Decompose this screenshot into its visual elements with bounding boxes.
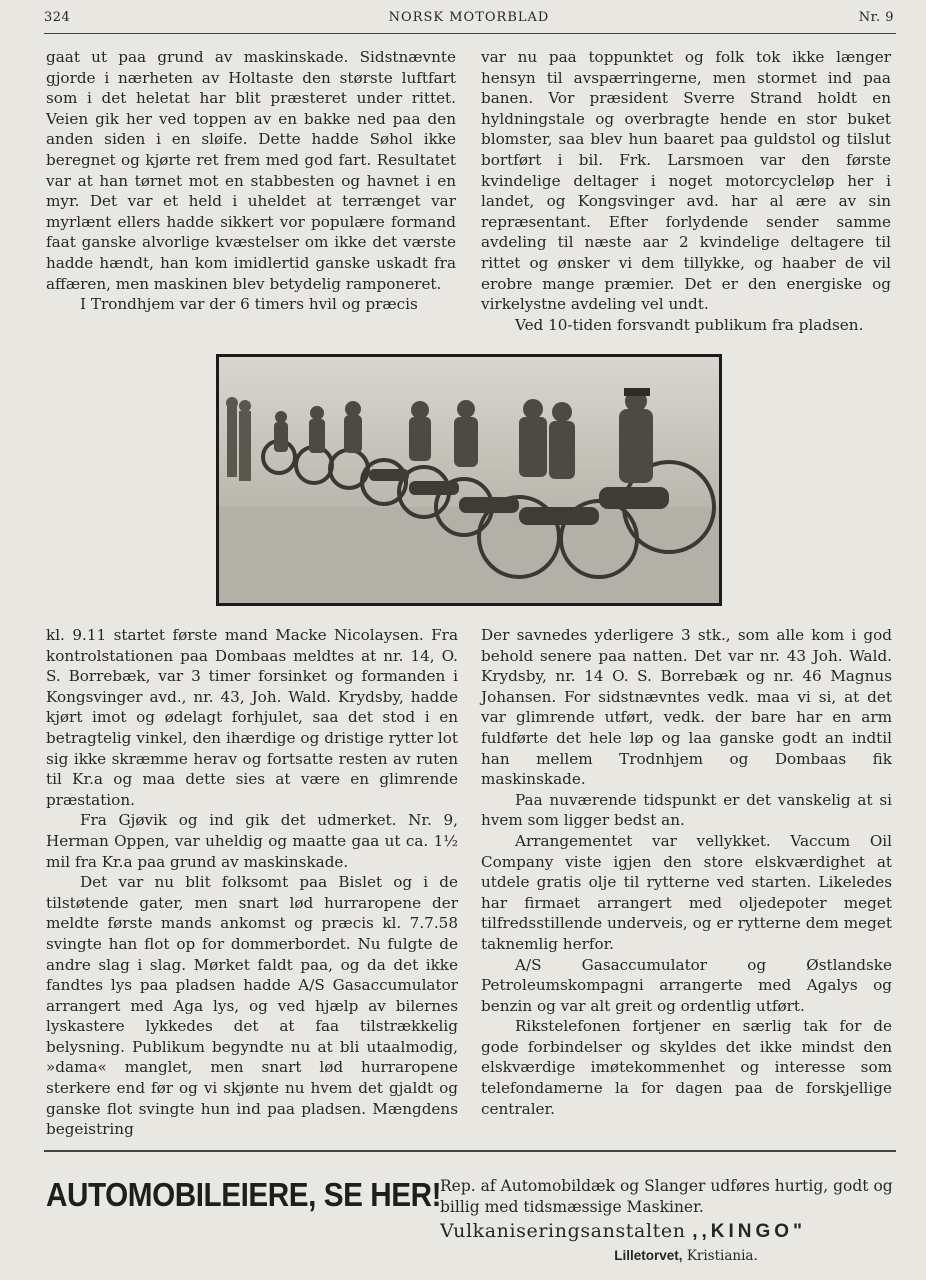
paragraph: A/S Gasaccumulator og Østlandske Petroleumskompagni arrangerte med Agalys og benzin og var alt greit og ordentlig utført.: [481, 955, 892, 1015]
issue-number: Nr. 9: [858, 10, 894, 25]
paragraph: Rikstelefonen fortjener en særlig tak for de gode forbindelser og skyldes det ikke mindst den elskværdige imøtekommenhet og interesse som telefondamerne la for dagen paa de forskjellige centraler.: [481, 1017, 892, 1118]
paragraph: Der savnedes yderligere 3 stk., som alle kom i god behold senere paa natten. Det var nr. 43 Joh. Wald. Krydsby, nr. 14 O. S. Borrebæk og nr. 46 Magnus Johansen. For sidstnævntes vedk. maa vi si, at det var glimrende utført, vedk. der bare har en arm fuldførte det hele løp og laa ganske godt an indtil han mellem Trodnhjem og Dombaas fik maskinskade.: [481, 626, 892, 789]
advertisement: [44, 1170, 896, 1270]
article-column-2: [481, 47, 891, 335]
paragraph: Det var nu blit folksomt paa Bislet og i de tilstøtende gater, men snart lød hurraropene der meldte første mands ankomst og præcis kl. 7.7.58 svingte han flot op for dommerbordet. Nu fulgte de andre slag i slag. Mørket faldt paa, og da det ikke fandtes lys paa pladsen hadde A/S Gasaccumulator arrangert med Aga lys, og ved hjælp av bilernes lyskastere lykkedes det at faa tilstrækkelig belysning. Publikum begyndte nu at bli utaalmodig, »dama« manglet, men snart lød hurraropene sterkere end før og vi skjønte nu hvem det gjaldt og ganske flot svingte hun ind paa pladsen. Mængdens begeistring: [46, 873, 458, 1139]
article-column-3: [46, 625, 458, 1140]
ad-body: [440, 1176, 896, 1267]
article-column-4: [481, 625, 892, 1119]
ad-line-repairs: Rep. af Automobildæk og Slanger udføres hurtig, godt og billig med tidsmæssige Maskiner.: [440, 1177, 893, 1216]
paragraph: Ved 10-tiden forsvandt publikum fra pladsen.: [515, 315, 864, 334]
paragraph: kl. 9.11 startet første mand Macke Nicolaysen. Fra kontrolstationen paa Dombaas meldtes at nr. 14, O. S. Borrebæk, var 3 timer forsinket og formanden i Kongsvinger avd., nr. 43, Joh. Wald. Krydsby, hadde kjørt imot og ødelagt forhjulet, saa det stod i en betragtelig vinkel, den ihærdige og dristige rytter lot sig ikke skræmme herav og fortsatte resten av ruten til Kr.a og maa dette sies at være en glimrende præstation.: [46, 626, 458, 809]
paragraph: Arrangementet var vellykket. Vaccum Oil Company viste igjen den store elskværdighet at utdele gratis olje til rytterne ved starten. Likeledes har firmaet arrangert med oljedepoter meget tilfredsstillende underveis, og er rytterne dem meget taknemlig herfor.: [481, 831, 892, 953]
ad-address: [440, 1245, 896, 1267]
advertisement-rule: [44, 1150, 896, 1152]
header-rule: [44, 33, 896, 34]
page-number: 324: [44, 10, 71, 25]
paragraph: var nu paa toppunktet og folk tok ikke længer hensyn til avspærringerne, men stormet ind paa banen. Vor præsident Sverre Strand holdt en hyldningstale og overbragte hende en stor buket blomster, saa blev hun baaret paa guldstol og tilslut bortført i bil. Frk. Larsmoen var den første kvindelige deltager i noget motorcycleløp her i landet, og Kongsvinger avd. har al ære av sin repræsentant. Efter forlydende sender samme avdeling til næste aar 2 kvindelige deltagere til rittet og ønsker vi dem tillykke, og haaber de vil erobre mange præmier. Det er den energiske og virkelystne avdeling vel undt.: [481, 48, 891, 314]
paragraph: Paa nuværende tidspunkt er det vanskelig at si hvem som ligger bedst an.: [481, 790, 892, 830]
paragraph: gaat ut paa grund av maskinskade. Sidstnævnte gjorde i nærheten av Holtaste den største luftfart som i det heletat har blit præsteret under rittet. Veien gik her ved toppen av en bakke ned paa den anden siden i en sløife. Dette hadde Søhol ikke beregnet og kjørte ret frem med god fart. Resultatet var at han tørnet mot en stabbesten og havnet i en myr. Det var et held i uheldet at terrænget var myrlænt ellers hadde sikkert vor populære formand faat ganske alvorlige kvæstelser om ikke det værste hadde hændt, han kom imidlertid ganske uskadt fra affæren, men maskinen blev betydelig ramponeret.: [46, 48, 456, 293]
ad-company-line: [440, 1218, 896, 1245]
ad-company-prefix: Vulkaniseringsanstalten: [440, 1220, 686, 1242]
ad-street: Lilletorvet,: [614, 1248, 683, 1263]
motorcycle-race-photo: [216, 354, 722, 606]
paragraph: I Trondhjem var der 6 timers hvil og præcis: [80, 295, 418, 314]
ad-headline: AUTOMOBILEIERE, SE HER!: [46, 1176, 442, 1213]
magazine-title: NORSK MOTORBLAD: [388, 10, 550, 25]
page-header: [44, 10, 894, 32]
ad-city: Kristiania.: [686, 1248, 758, 1264]
ad-brand: ,,KINGO": [692, 1221, 807, 1242]
article-column-1: [46, 47, 456, 315]
paragraph: Fra Gjøvik og ind gik det udmerket. Nr. 9, Herman Oppen, var uheldig og maatte gaa ut ca. 1½ mil fra Kr.a paa grund av maskinskade.: [46, 811, 458, 871]
photo-illustration: [219, 357, 719, 603]
